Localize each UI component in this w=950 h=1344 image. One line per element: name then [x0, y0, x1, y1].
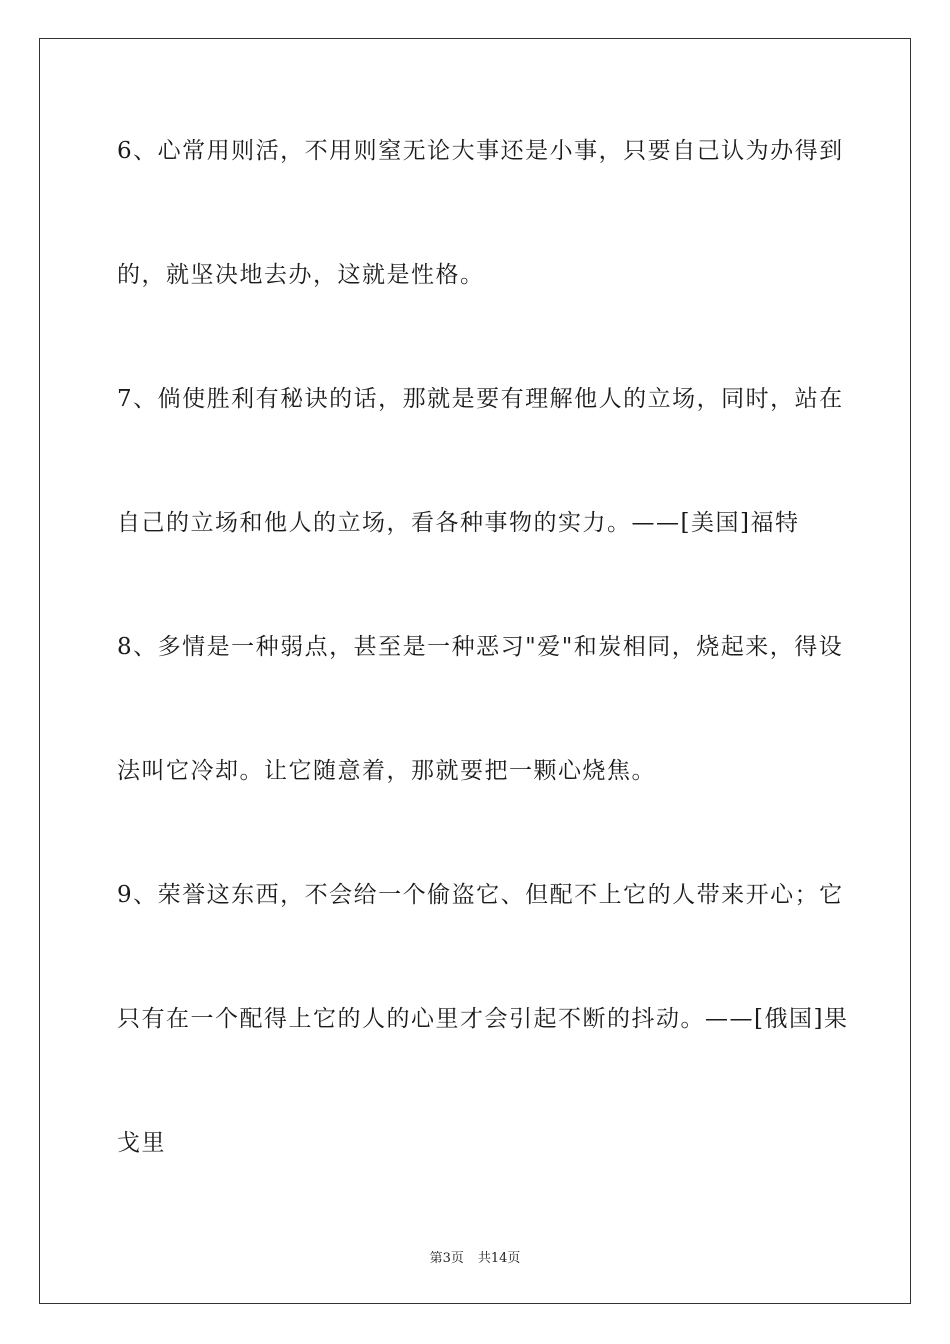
page-footer — [0, 1247, 950, 1266]
text-line: 只有在一个配得上它的人的心里才会引起不断的抖动。——[俄国]果 — [117, 1006, 849, 1032]
page-total: 共14页 — [477, 1251, 521, 1266]
text-line: 自己的立场和他人的立场，看各种事物的实力。——[美国]福特 — [117, 510, 800, 536]
document-body — [117, 128, 849, 1244]
text-line: 戈里 — [117, 1130, 166, 1156]
text-line: 7、倘使胜利有秘诀的话，那就是要有理解他人的立场，同时，站在 — [117, 386, 844, 412]
text-line: 的，就坚决地去办，这就是性格。 — [117, 262, 485, 288]
text-line: 9、荣誉这东西，不会给一个偷盗它、但配不上它的人带来开心；它 — [117, 882, 844, 908]
text-line: 6、心常用则活，不用则窒无论大事还是小事，只要自己认为办得到 — [117, 138, 844, 164]
text-line: 8、多情是一种弱点，甚至是一种恶习"爱"和炭相同，烧起来，得设 — [117, 634, 844, 660]
page-number: 第3页 — [429, 1251, 464, 1266]
text-line: 法叫它冷却。让它随意着，那就要把一颗心烧焦。 — [117, 758, 656, 784]
